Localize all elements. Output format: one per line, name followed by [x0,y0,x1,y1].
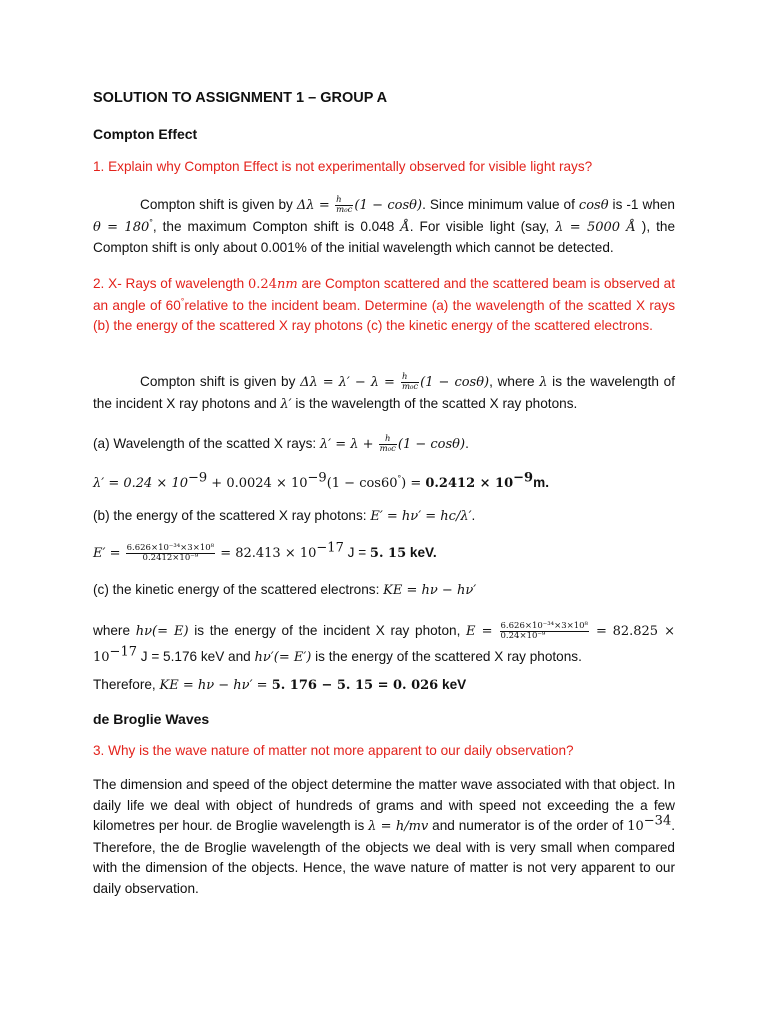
fraction [379,435,397,454]
math: nm [276,277,298,292]
fraction-num: 6.626×10⁻³⁴×3×10⁸ [500,620,588,631]
fraction-den: 0.24×10⁻⁹ [500,631,589,641]
result: 5. 15 [369,546,407,561]
text: is the wavelength of the incident X ray photons and [93,374,675,411]
result: 0.2412 × 10 [425,476,514,491]
math: KE = hν − hν′ = [159,678,272,693]
text: . For visible light (say, [409,218,556,234]
math: 10 [627,819,644,834]
math: λ′ = 0.24 × 10 [93,476,188,491]
text: is the energy of the scattered X ray photons. [311,649,582,664]
section-heading-de-broglie: de Broglie Waves [93,711,210,727]
math: E′ = [93,546,125,561]
text: J = [343,545,370,560]
part-a [93,434,675,456]
math: θ = 180 [93,219,150,235]
exponent: −17 [109,644,137,660]
exponent: −34 [643,813,672,829]
text: J = 5.176 keV and [136,649,255,664]
result: 5. 176 − 5. 15 = 0. 026 [271,678,439,693]
part-c-explanation [93,618,675,670]
answer-2 [93,372,675,415]
fraction [126,544,215,563]
math: cosθ [578,198,609,213]
fraction [401,373,419,392]
text: The dimension and speed of the object determine the matter wave associated with that object. In daily life we deal with object of hundreds of grams and with speed not exceeding the a few kilometres per hour. de Broglie wavelength is [93,777,675,833]
text: Compton shift is given by [140,374,301,389]
math: (1 − cosθ) [354,198,423,213]
text: is the wavelength of the scatted X ray photons. [291,395,578,411]
fraction-den: m₀c [401,381,419,392]
math: (1 − cos60 [326,476,398,491]
unit: m. [533,475,549,490]
text: where [93,623,136,638]
math: Δλ = λ′ − λ = [300,375,400,390]
text: . [471,508,476,523]
math: ) = [401,476,426,491]
fraction-den: 0.2412×10⁻⁹ [126,553,215,563]
fraction-num: h [401,371,408,382]
math: KE = hν − hν′ [383,583,477,598]
fraction-den: m₀c [336,204,353,215]
fraction-num: 6.626×10⁻³⁴×3×10⁸ [126,542,215,553]
math: Δλ = [296,198,335,213]
fraction [335,196,353,215]
text: and numerator is of the order of [428,818,628,833]
part-b [93,506,675,528]
text: relative to the incident beam. Determine (a) the wavelength of the scatted X rays (b) the energy of the scattered X ray photons (c) the kinetic energy of the scattered electrons. [93,297,676,333]
answer-1 [93,195,675,259]
math: = 82.413 × 10 [216,546,317,561]
section-heading-compton: Compton Effect [93,126,198,142]
text: ), the Compton shift is only about 0.001% of the initial wavelength which cannot be detected. [93,218,675,255]
text: . Since minimum value of [422,197,579,212]
exponent: −9 [513,470,534,486]
exponent: −9 [307,470,327,486]
question-2 [93,274,675,337]
math: = [589,624,607,639]
fraction-num: h [336,194,342,205]
text: (b) the energy of the scattered X ray photons: [93,508,371,523]
degree-sup: ° [397,473,402,484]
unit: keV [438,677,467,692]
math: Å [400,219,410,235]
math: λ [539,375,548,390]
math: 0.24 [248,277,277,292]
fraction-num: h [385,433,391,444]
math: hν(= E) [135,624,189,639]
math: λ′ [280,396,292,412]
text: is the energy of the incident X ray photon, [188,623,467,638]
exponent: −17 [316,540,344,556]
text: , where [489,374,540,389]
text: is -1 when [608,197,675,212]
text: (a) Wavelength of the scatted X rays: [93,436,320,451]
fraction [500,622,589,641]
degree-sup: ° [149,216,153,227]
math: (1 − cosθ) [420,375,490,390]
math: λ = 5000 Å [555,219,636,235]
text: Therefore, [93,677,160,692]
math: λ′ = λ + [319,437,378,452]
math: λ = h/mv [368,819,429,834]
degree-sup: ° [180,295,185,306]
text: . [465,436,469,451]
part-b-calculation [93,540,675,565]
text: are Compton scattered and the scattered beam is observed at an angle of 60 [93,276,675,313]
text: . Therefore, the de Broglie wavelength of the objects we deal with is very small when compared with the dimension of the objects. Hence, the wave nature of matter is not very apparent to our daily observation. [93,818,675,896]
answer-3 [93,775,675,899]
part-c-result [93,675,675,697]
math: hν′(= E′) [254,650,312,665]
text: Compton shift is given by [140,197,297,212]
question-3: 3. Why is the wave nature of matter not more apparent to our daily observation? [93,743,574,758]
math: 82.825 × 10 [93,624,676,665]
text: (c) the kinetic energy of the scattered electrons: [93,582,384,597]
math: E′ = hν′ = hc/λ′ [370,509,472,524]
math: (1 − cosθ) [397,437,466,452]
text: , the maximum Compton shift is 0.048 [152,218,401,234]
fraction-den: m₀c [379,443,396,454]
math: E = [466,624,499,639]
part-a-calculation [93,470,675,495]
question-1: 1. Explain why Compton Effect is not experimentally observed for visible light rays? [93,159,593,174]
unit: keV. [406,545,437,560]
part-c [93,580,675,602]
document-title: SOLUTION TO ASSIGNMENT 1 – GROUP A [93,90,388,106]
math: + 0.0024 × 10 [207,476,308,491]
exponent: −9 [188,470,208,486]
text: 2. X- Rays of wavelength [93,276,249,291]
